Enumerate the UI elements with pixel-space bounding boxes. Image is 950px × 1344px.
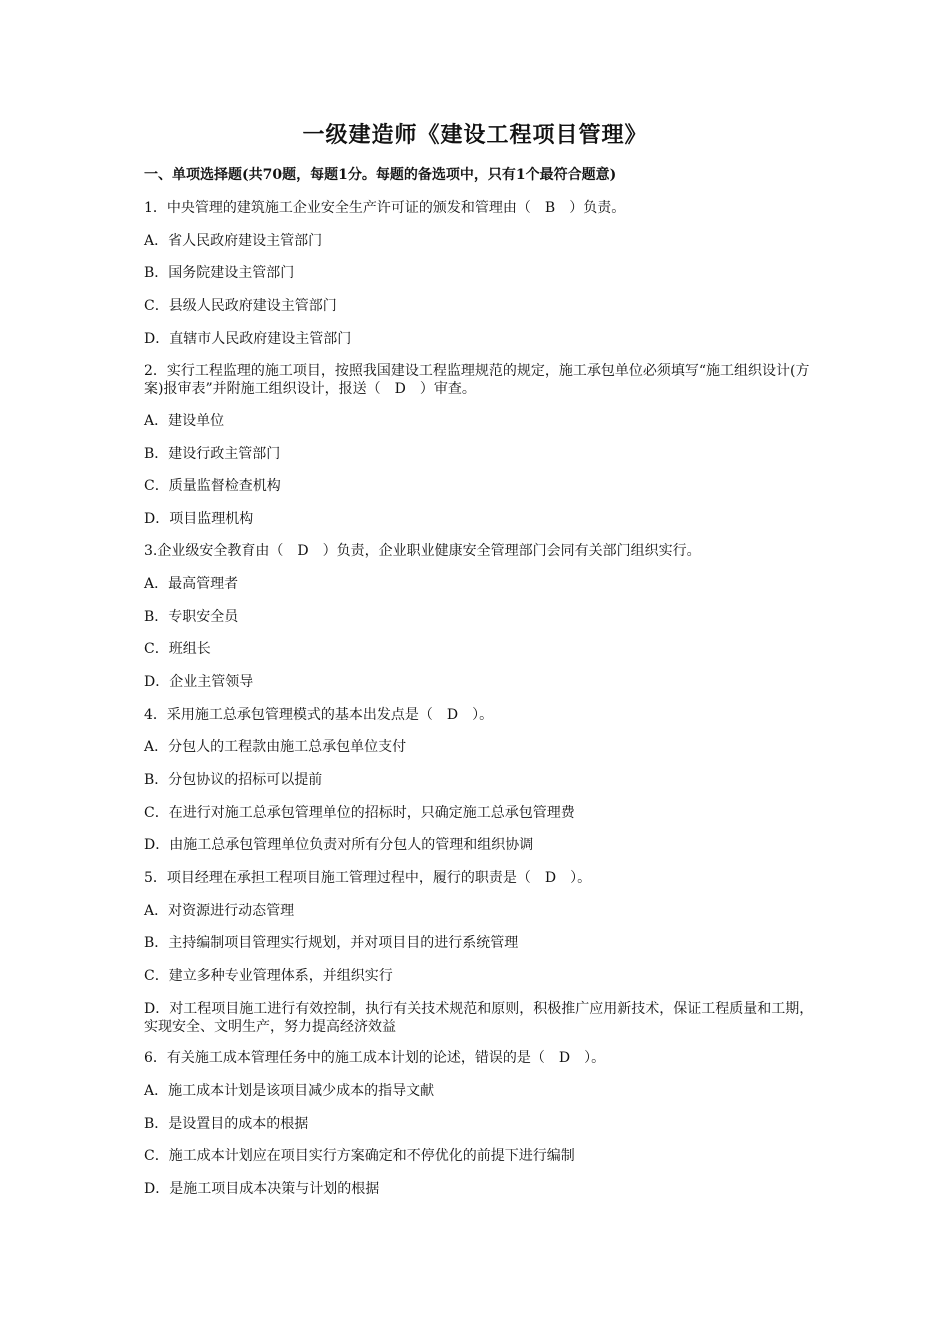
option-5c: C．建立多种专业管理体系，并组织实行 — [144, 968, 393, 984]
option-1a: A．省人民政府建设主管部门 — [144, 233, 323, 249]
question-1: 1．中央管理的建筑施工企业安全生产许可证的颁发和管理由（ B ）负责。 — [144, 200, 626, 216]
option-2a: A．建设单位 — [144, 413, 225, 429]
option-2b: B．建设行政主管部门 — [144, 446, 281, 462]
option-3d: D．企业主管领导 — [144, 674, 254, 690]
option-4a: A．分包人的工程款由施工总承包单位支付 — [144, 739, 407, 755]
option-1c: C．县级人民政府建设主管部门 — [144, 298, 337, 314]
option-1b: B．国务院建设主管部门 — [144, 265, 295, 281]
option-1d: D．直辖市人民政府建设主管部门 — [144, 331, 352, 347]
option-6b: B．是设置目的成本的根据 — [144, 1116, 309, 1132]
question-4: 4．采用施工总承包管理模式的基本出发点是（ D ）。 — [144, 707, 494, 723]
option-6d: D．是施工项目成本决策与计划的根据 — [144, 1181, 380, 1197]
option-4c: C．在进行对施工总承包管理单位的招标时，只确定施工总承包管理费 — [144, 805, 575, 821]
option-4b: B．分包协议的招标可以提前 — [144, 772, 323, 788]
question-2: 2．实行工程监理的施工项目，按照我国建设工程监理规范的规定，施工承包单位必须填写“施工组织设计(方案)报审表”并附施工组织设计，报送（ D ）审查。 — [144, 363, 810, 397]
section-heading: 一、单项选择题(共70题，每题1分。每题的备选项中，只有1个最符合题意) — [144, 167, 617, 183]
option-3b: B．专职安全员 — [144, 609, 239, 625]
question-5: 5．项目经理在承担工程项目施工管理过程中，履行的职责是（ D ）。 — [144, 870, 592, 886]
option-4d: D．由施工总承包管理单位负责对所有分包人的管理和组织协调 — [144, 837, 534, 853]
question-6: 6．有关施工成本管理任务中的施工成本计划的论述，错误的是（ D ）。 — [144, 1050, 606, 1066]
option-6c: C．施工成本计划应在项目实行方案确定和不停优化的前提下进行编制 — [144, 1148, 575, 1164]
option-6a: A．施工成本计划是该项目减少成本的指导文献 — [144, 1083, 435, 1099]
option-5d: D．对工程项目施工进行有效控制，执行有关技术规范和原则，积极推广应用新技术，保证工程质量和工期，实现安全、文明生产，努力提高经济效益 — [144, 1001, 814, 1035]
option-2c: C．质量监督检查机构 — [144, 478, 281, 494]
document-title: 一级建造师《建设工程项目管理》 — [302, 122, 648, 148]
option-2d: D．项目监理机构 — [144, 511, 254, 527]
option-3a: A．最高管理者 — [144, 576, 239, 592]
option-5b: B．主持编制项目管理实行规划，并对项目目的进行系统管理 — [144, 935, 519, 951]
question-3: 3.企业级安全教育由（ D ）负责，企业职业健康安全管理部门会同有关部门组织实行。 — [144, 543, 701, 559]
option-3c: C．班组长 — [144, 641, 211, 657]
option-5a: A．对资源进行动态管理 — [144, 903, 295, 919]
